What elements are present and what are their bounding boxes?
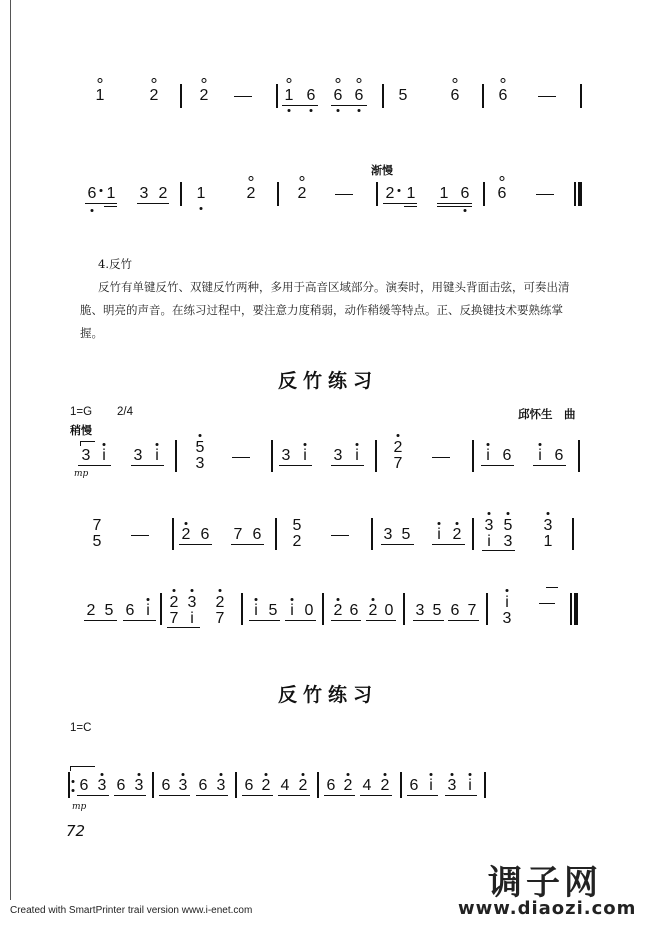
note: 1 (95, 87, 105, 104)
high-dot (265, 773, 268, 776)
high-dot (101, 773, 104, 776)
note: 2 (380, 777, 390, 794)
underline (196, 795, 228, 796)
high-dot (539, 443, 542, 446)
underline (448, 620, 479, 621)
note: i (505, 594, 509, 611)
note: 6 (498, 87, 508, 104)
note: 3 (502, 610, 512, 627)
extension-dash (232, 457, 250, 458)
note: i (155, 447, 159, 464)
underline (331, 105, 367, 106)
underline (131, 465, 164, 466)
extension-dash (536, 194, 554, 195)
note: 3 (81, 447, 91, 464)
note: 3 (97, 777, 107, 794)
octave-ring (500, 176, 505, 181)
note: 5 (503, 517, 513, 534)
note: 6 (450, 87, 460, 104)
note: 6 (460, 185, 470, 202)
barline (152, 772, 154, 798)
extension-dash (234, 96, 252, 97)
note: 3 (134, 777, 144, 794)
note: 1 (106, 185, 116, 202)
note: 3 (195, 455, 205, 472)
exercise-title: 反竹练习 (277, 684, 378, 706)
octave-ring (98, 78, 103, 83)
note: 1 (543, 533, 553, 550)
note: 6 (161, 777, 171, 794)
underline (533, 465, 566, 466)
high-dot (220, 773, 223, 776)
note: 2 (215, 594, 225, 611)
underline (445, 795, 477, 796)
tempo-mark-jianman: 渐慢 (371, 164, 393, 177)
underline (437, 203, 472, 204)
underline (231, 544, 264, 545)
note: 2 (149, 87, 159, 104)
high-dot (182, 773, 185, 776)
underline (481, 465, 514, 466)
octave-ring (357, 78, 362, 83)
note: 3 (333, 447, 343, 464)
high-dot (199, 434, 202, 437)
note: 6 (354, 87, 364, 104)
key-signature: 1=G (70, 406, 93, 418)
high-dot (103, 443, 106, 446)
watermark-logo: 调子网 (488, 863, 602, 903)
octave-ring (152, 78, 157, 83)
barline (276, 84, 278, 108)
tremolo-mark (546, 587, 558, 592)
high-dot (185, 522, 188, 525)
repeat-barline (68, 772, 70, 798)
high-dot (219, 589, 222, 592)
note: 5 (92, 533, 102, 550)
slur (80, 441, 95, 446)
note: i (437, 526, 441, 543)
high-dot (138, 773, 141, 776)
high-dot (372, 598, 375, 601)
high-dot (430, 773, 433, 776)
note: 2 (343, 777, 353, 794)
note: i (303, 447, 307, 464)
high-dot (173, 589, 176, 592)
final-barline (578, 182, 582, 206)
note: 7 (92, 517, 102, 534)
note: i (102, 447, 106, 464)
note: 3 (484, 517, 494, 534)
note: 2 (261, 777, 271, 794)
note: 6 (349, 602, 359, 619)
note: 2 (298, 777, 308, 794)
octave-ring (300, 176, 305, 181)
barline (578, 440, 580, 472)
time-signature: 2/4 (117, 406, 133, 418)
barline (322, 593, 324, 625)
underline (179, 544, 212, 545)
note: 2 (181, 526, 191, 543)
note: i (487, 533, 491, 550)
extension-dash (432, 457, 450, 458)
note: 6 (116, 777, 126, 794)
note: i (355, 447, 359, 464)
underline (366, 620, 396, 621)
underline (85, 203, 117, 204)
high-dot (507, 512, 510, 515)
barline (275, 518, 277, 550)
high-dot (147, 598, 150, 601)
note: 6 (200, 526, 210, 543)
note: 5 (104, 602, 114, 619)
octave-ring (336, 78, 341, 83)
note: 2 (385, 185, 395, 202)
underline (432, 544, 465, 545)
barline (580, 84, 582, 108)
note: 6 (125, 602, 135, 619)
barline (241, 593, 243, 625)
note: 6 (333, 87, 343, 104)
barline (403, 593, 405, 625)
octave-ring (249, 176, 254, 181)
note: 6 (554, 447, 564, 464)
note: 2 (452, 526, 462, 543)
page-edge-rule (10, 0, 11, 900)
barline (574, 182, 576, 206)
note: 3 (383, 526, 393, 543)
underline (285, 620, 316, 621)
high-dot (191, 589, 194, 592)
underline (331, 465, 364, 466)
high-dot (347, 773, 350, 776)
barline (376, 182, 378, 206)
note: 1 (284, 87, 294, 104)
underline (407, 795, 438, 796)
note: 0 (304, 602, 314, 619)
note: 3 (447, 777, 457, 794)
barline (271, 440, 273, 472)
paragraph-line: 握。 (80, 326, 103, 340)
note: 6 (326, 777, 336, 794)
note: 6 (497, 185, 507, 202)
barline (371, 518, 373, 550)
barline (572, 518, 574, 550)
low-dot (358, 109, 361, 112)
slur (70, 766, 95, 771)
note: 7 (169, 610, 179, 627)
note: i (538, 447, 542, 464)
note: 2 (333, 602, 343, 619)
underline (77, 795, 109, 796)
note: i (468, 777, 472, 794)
underline (167, 627, 200, 628)
note: 2 (393, 439, 403, 456)
high-dot (547, 512, 550, 515)
barline (375, 440, 377, 472)
note: 5 (292, 517, 302, 534)
high-dot (456, 522, 459, 525)
high-dot (488, 512, 491, 515)
section-heading: 4.反竹 (98, 257, 132, 271)
aug-dot (398, 189, 401, 192)
note: 2 (292, 533, 302, 550)
low-dot (200, 207, 203, 210)
note: 3 (216, 777, 226, 794)
low-dot (337, 109, 340, 112)
high-dot (291, 598, 294, 601)
key-signature: 1=C (70, 722, 92, 734)
underline (324, 795, 355, 796)
note: i (429, 777, 433, 794)
note: 2 (158, 185, 168, 202)
note: 5 (398, 87, 408, 104)
note: 7 (393, 455, 403, 472)
extension-dash (335, 194, 353, 195)
high-dot (438, 522, 441, 525)
high-dot (337, 598, 340, 601)
note: 3 (415, 602, 425, 619)
barline (472, 518, 474, 550)
note: 2 (246, 185, 256, 202)
underline (137, 203, 169, 204)
barline (472, 440, 474, 472)
note: 1 (406, 185, 416, 202)
underline (84, 620, 117, 621)
underline (331, 620, 361, 621)
high-dot (506, 589, 509, 592)
note: 6 (87, 185, 97, 202)
high-dot (487, 443, 490, 446)
underline (123, 620, 156, 621)
note: 3 (503, 533, 513, 550)
exercise-title: 反竹练习 (277, 370, 378, 392)
high-dot (397, 434, 400, 437)
note: 2 (86, 602, 96, 619)
underline (482, 550, 515, 551)
high-dot (451, 773, 454, 776)
note: 6 (502, 447, 512, 464)
low-dot (288, 109, 291, 112)
barline (486, 593, 488, 625)
note: 2 (368, 602, 378, 619)
note: 7 (215, 610, 225, 627)
note: 3 (281, 447, 291, 464)
underline (242, 795, 273, 796)
high-dot (384, 773, 387, 776)
octave-ring (202, 78, 207, 83)
footer-note: Created with SmartPrinter trail version www.i-enet.com (10, 905, 253, 916)
extension-dash (131, 535, 149, 536)
high-dot (156, 443, 159, 446)
barline (400, 772, 402, 798)
high-dot (302, 773, 305, 776)
note: 7 (467, 602, 477, 619)
watermark-url: www.diaozi.com (458, 898, 637, 919)
note: 6 (252, 526, 262, 543)
barline (180, 182, 182, 206)
note: 1 (196, 185, 206, 202)
underline (282, 105, 318, 106)
note: 2 (297, 185, 307, 202)
octave-ring (287, 78, 292, 83)
page-number: 72 (66, 822, 86, 840)
barline (160, 593, 162, 625)
barline (235, 772, 237, 798)
note: 6 (79, 777, 89, 794)
note: 7 (233, 526, 243, 543)
note: 6 (244, 777, 254, 794)
note: 6 (409, 777, 419, 794)
note: 4 (280, 777, 290, 794)
note: 1 (439, 185, 449, 202)
note: 3 (187, 594, 197, 611)
underline (413, 620, 444, 621)
note: 5 (268, 602, 278, 619)
barline (482, 84, 484, 108)
underline (437, 206, 472, 207)
aug-dot (100, 189, 103, 192)
note: 6 (450, 602, 460, 619)
note: 5 (195, 439, 205, 456)
note: i (254, 602, 258, 619)
underline (381, 544, 414, 545)
low-dot (91, 209, 94, 212)
underline (78, 465, 111, 466)
repeat-dot (72, 780, 75, 783)
extension-dash (539, 603, 555, 604)
underline (404, 206, 417, 207)
dynamic-mark: mp (74, 469, 89, 479)
note: i (290, 602, 294, 619)
note: 6 (198, 777, 208, 794)
dynamic-mark: mp (72, 802, 87, 812)
note: 3 (139, 185, 149, 202)
underline (114, 795, 146, 796)
barline (317, 772, 319, 798)
underline (159, 795, 190, 796)
underline (278, 795, 310, 796)
underline (360, 795, 392, 796)
high-dot (469, 773, 472, 776)
note: i (486, 447, 490, 464)
barline (172, 518, 174, 550)
high-dot (255, 598, 258, 601)
paragraph-line: 脆、明亮的声音。在练习过程中，要注意力度稍弱，动作稍缓等特点。正、反换键技术要熟练掌 (80, 303, 563, 317)
extension-dash (538, 96, 556, 97)
barline (570, 593, 572, 625)
final-barline (574, 593, 578, 625)
barline (382, 84, 384, 108)
note: 5 (432, 602, 442, 619)
tempo-mark-shaoman: 稍慢 (70, 424, 92, 437)
high-dot (304, 443, 307, 446)
note: i (190, 610, 194, 627)
note: 2 (169, 594, 179, 611)
barline (180, 84, 182, 108)
low-dot (464, 209, 467, 212)
high-dot (356, 443, 359, 446)
barline (277, 182, 279, 206)
barline (483, 182, 485, 206)
underline (104, 206, 117, 207)
barline (484, 772, 486, 798)
note: 6 (306, 87, 316, 104)
octave-ring (453, 78, 458, 83)
extension-dash (331, 535, 349, 536)
note: 3 (178, 777, 188, 794)
note: 2 (199, 87, 209, 104)
note: i (146, 602, 150, 619)
note: 4 (362, 777, 372, 794)
repeat-dot (72, 789, 75, 792)
note: 0 (384, 602, 394, 619)
underline (249, 620, 280, 621)
note: 3 (133, 447, 143, 464)
note: 5 (401, 526, 411, 543)
octave-ring (501, 78, 506, 83)
barline (175, 440, 177, 472)
low-dot (310, 109, 313, 112)
paragraph-line: 反竹有单键反竹、双键反竹两种，多用于高音区域部分。演奏时，用键头背面击弦，可奏出清 (98, 280, 570, 294)
underline (383, 203, 417, 204)
note: 3 (543, 517, 553, 534)
composer: 邱怀生 曲 (518, 407, 576, 421)
underline (279, 465, 312, 466)
